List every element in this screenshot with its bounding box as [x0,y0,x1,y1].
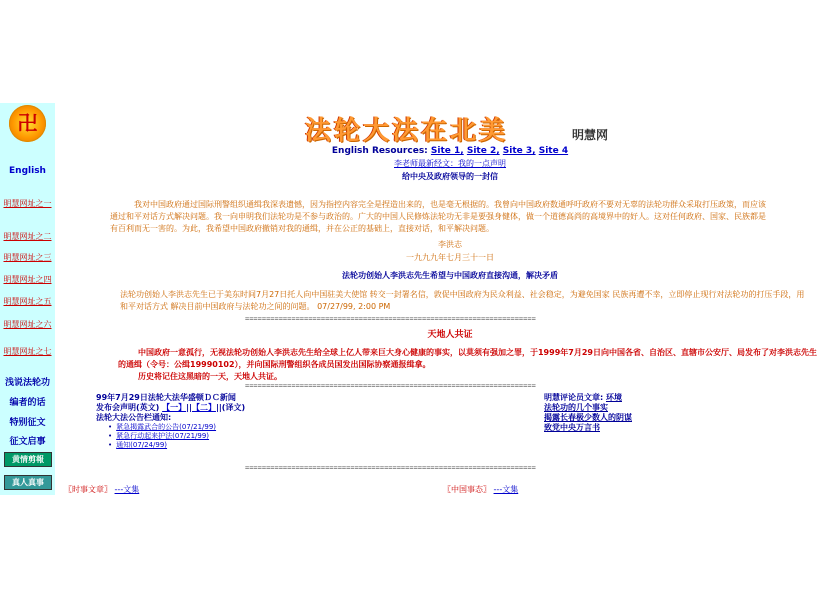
sidebar-mirror-link-1[interactable]: 明慧网址之一 [3,199,52,208]
english-resources-label: English Resources: [331,146,428,156]
english-site-link-2[interactable]: Site 2, [466,146,500,156]
press-statement-prefix: 发布会声明(英文) [96,403,163,412]
notice-link-3[interactable]: 通知(07/24/99) [116,441,168,449]
open-letter-body: 我对中国政府通过国际刑警组织通缉我深表遗憾，因为指控内容完全是捏造出来的，也是毫无根据的。我曾向中国政府数通呼吁政府不要对无辜的法轮功群众采取打压政策，而应该通过和平对话方式解决问题。我一向申明我们法轮功是不参与政治的。广大的中国人民修炼法轮功无非是要强身健体，做一个道德高尚的高境界中的好人。这对任何政府、国家、民族都是有百利而无一害的。为此，我希望中国政府撤销对我的通缉，并在公正的基础上，直接对话，和平解决问题。 [110,200,766,233]
footer-china-situation-link[interactable]: ---文集 [493,485,519,494]
divider-line: ===================================================================== [245,383,536,389]
english-site-link-1[interactable]: Site 1, [430,146,464,156]
commentary-link[interactable]: 环境 [605,393,622,402]
testimony-headline: 天地人共证 [427,330,473,340]
testimony-paragraph: 中国政府一意孤行，无视法轮功创始人李洪志先生给全球上亿人带来巨大身心健康的事实，以莫须有强加之罪，于1999年7月29日向中国各省、自治区、直辖市公安厅、局发布了对李洪志先生的通缉（令号：公缉19990102），并向国际刑警组织各成员国发出国际协察通报缉拿。 [118,348,817,369]
footer-category-label: 〖时事文章〗 [64,485,112,494]
latest-article-link[interactable]: 李老师最新经文：我的一点声明 [394,159,506,168]
sidebar-topic-editor[interactable]: 编者的话 [9,398,46,408]
notice-item [108,441,316,450]
english-resources-line [60,146,840,156]
footer-category-label: 〖中国事态〗 [443,485,491,494]
press-statement-link-2[interactable]: 【二】 [191,403,216,412]
sidebar-topic-intro[interactable]: 浅说法轮功 [4,378,50,388]
petition-letter-link[interactable]: 致党中央万言书 [544,423,600,432]
notice-link-1[interactable]: 紧急揭露武合的公告(07/21/99) [116,423,217,431]
notice-link-2[interactable]: 紧急行动起来护法(07/21/99) [116,432,210,440]
notice-item [108,432,316,441]
dc-news-headline: 99年7月29日法轮大法华盛顿ＤＣ新闻 [96,393,236,402]
commentary-line [544,393,744,403]
letter-signature: 李洪志 [438,240,462,249]
open-letter-heading: 给中央及政府领导的一封信 [402,172,498,181]
footer-current-affairs-link[interactable]: ---文集 [114,485,140,494]
divider-line: ===================================================================== [245,465,536,471]
left-sidebar [0,103,55,495]
sidebar-true-stories-button[interactable]: 真人真事 [4,475,52,490]
divider-line: ===================================================================== [245,316,536,322]
falun-emblem-icon: 卍 [17,111,38,135]
sidebar-mirror-link-7[interactable]: 明慧网址之七 [3,347,52,356]
left-news-column [96,393,316,450]
notice-list [96,423,316,450]
facts-link[interactable]: 法轮功的几个事实 [544,403,608,412]
testimony-closing: 历史将记住这黑暗的一天，天地人共证。 [138,372,282,381]
page-title-banner: 法轮大法在北美 [305,116,509,146]
sidebar-clippings-button[interactable]: 黄情剪報 [4,452,52,467]
right-news-item [544,423,744,433]
story-headline: 法轮功创始人李洪志先生希望与中国政府直接沟通，解决矛盾 [342,271,558,280]
testimony-body [118,347,818,383]
sidebar-topic-call[interactable]: 征文启事 [9,437,46,447]
press-statement-suffix: (译文) [221,403,246,412]
press-statement-link-1[interactable]: 【一】 [162,403,187,412]
story-body: 法轮功创始人李洪志先生已于美东时间7月27日托人向中国驻美大使馆 转交一封署名信，敦促中国政府为民众利益、社会稳定，为避免国家 民族再遭不幸，立即停止现行对法轮功的打压手段，用和平对话方式 解决目前中国政府与法轮功之间的问题。 07/27/99, 2:00 PM [120,290,805,311]
right-news-item [544,403,744,413]
sidebar-mirror-link-3[interactable]: 明慧网址之三 [3,253,52,262]
sidebar-english-link[interactable]: English [9,166,46,176]
sidebar-mirror-link-6[interactable]: 明慧网址之六 [3,320,52,329]
conspiracy-link[interactable]: 揭露长春极少数人的阴谋 [544,413,632,422]
minghui-brand-logo: 明慧网 [572,128,609,142]
falun-emblem-logo [9,105,46,142]
press-statement-line: 发布会声明(英文) 【一】||【二】||(译文) [96,403,246,412]
english-site-link-4[interactable]: Site 4 [538,146,569,156]
sidebar-mirror-link-4[interactable]: 明慧网址之四 [3,275,52,284]
notice-board-label: 法轮大法公告栏通知: [96,413,172,422]
footer-china-situation [443,484,518,495]
sidebar-mirror-link-5[interactable]: 明慧网址之五 [3,297,52,306]
right-news-item [544,413,744,423]
commentary-label: 明慧评论员文章: [544,393,606,402]
notice-item [108,423,316,432]
footer-current-affairs [64,484,139,495]
letter-date: 一九九九年七月三十一日 [406,253,494,262]
right-news-column [544,393,744,433]
latest-article-line [60,158,840,169]
english-site-link-3[interactable]: Site 3, [502,146,536,156]
sidebar-mirror-link-2[interactable]: 明慧网址之二 [3,232,52,241]
sidebar-topic-special[interactable]: 特别征文 [9,418,46,428]
